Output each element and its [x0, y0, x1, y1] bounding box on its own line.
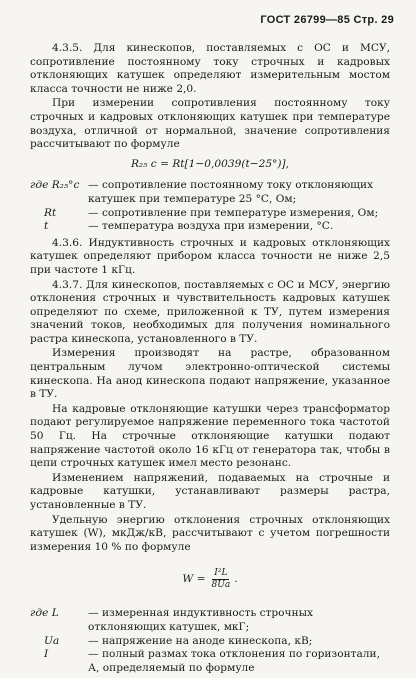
formula-fraction: [212, 568, 231, 591]
definition-text: — температура воздуха при измерении, °С.: [88, 220, 334, 233]
document-body: [30, 42, 390, 678]
page-header: ГОСТ 26799—85 Стр. 29: [260, 14, 394, 26]
formula-resistance: R₂₅ с = Rt[1−0,0039(t−25°)],: [130, 157, 290, 170]
definition-text: — полный размах тока отклонения по горизонтали, А, определяемый по формуле: [88, 648, 380, 674]
definition-text: — сопротивление постоянному току отклоняющих катушек при температуре 25 °С, Ом;: [88, 179, 374, 205]
formula-1-definitions: [30, 179, 390, 233]
definition-symbol: Rt: [44, 206, 57, 219]
paragraph-frame-coils: На кадровые отклоняющие катушки через трансформатор подают регулируемое напряжение переменного тока частотой 50 Гц. На строчные отклоняющие катушки подают напряжение частотой около 16 кГц от генератора так, чтобы в цепи строчных катушек имел место резонанс.: [30, 402, 390, 470]
paragraph-4-3-7: 4.3.7. Для кинескопов, поставляемых с ОС и МСУ, энергию отклонения строчных и чувствительность кадровых катушек определяют по схеме, приложенной к ТУ, путем измерения значений токов, необходимых для получения номинального растра кинескопа, установленного в ТУ.: [30, 278, 390, 345]
definition-text: — измеренная индуктивность строчных отклоняющих катушек, мкГ;: [88, 607, 314, 633]
definition-row: [30, 220, 390, 234]
formula-numerator: I²L: [214, 568, 228, 579]
definition-row: [30, 607, 390, 634]
definition-row: [30, 648, 390, 675]
paragraph-measurement: При измерении сопротивления постоянному току строчных и кадровых отклоняющих катушек при температуре воздуха, отличной от нормальной, значение сопротивления рассчитывают по формуле: [30, 97, 390, 151]
definition-symbol: где L: [30, 607, 59, 620]
definition-row: [30, 207, 390, 221]
definition-text: — напряжение на аноде кинескопа, кВ;: [88, 634, 313, 647]
formula-lhs: W =: [182, 573, 206, 586]
paragraph-raster: Измерения производят на растре, образованном центральным лучом электронно-оптической системы кинескопа. На анод кинескопа подают напряжение, указанное в ТУ.: [30, 347, 390, 401]
formula-energy: [30, 568, 390, 591]
formula-2-definitions: [30, 607, 390, 675]
definition-symbol: где R₂₅°с: [30, 179, 80, 192]
paragraph-specific-energy: Удельную энергию отклонения строчных отклоняющих катушек (W), мкДж/кВ, рассчитывают с учетом погрешности измерения 10 % по формуле: [30, 513, 390, 553]
paragraph-4-3-6: 4.3.6. Индуктивность строчных и кадровых отклоняющих катушек определяют прибором класса точности не ниже 2,5 при частоте 1 кГц.: [30, 236, 390, 276]
definition-symbol: Uа: [44, 634, 60, 647]
definition-symbol: t: [44, 220, 49, 233]
definition-row: [30, 635, 390, 649]
paragraph-4-3-5: 4.3.5. Для кинескопов, поставляемых с ОС и МСУ, сопротивление постоянному току строчных и кадровых отклоняющих катушек определяют измерительным мостом класса точности не ниже 2,0.: [30, 42, 390, 95]
paragraph-voltage-change: Изменением напряжений, подаваемых на строчные и кадровые катушки, устанавливают размеры растра, установленные в ТУ.: [30, 471, 390, 511]
definition-row: [30, 179, 390, 206]
definition-symbol: I: [44, 648, 49, 661]
formula-denominator: 8Uа: [211, 580, 231, 591]
definition-text: — сопротивление при температуре измерения, Ом;: [88, 206, 379, 219]
formula-end: .: [234, 573, 238, 586]
